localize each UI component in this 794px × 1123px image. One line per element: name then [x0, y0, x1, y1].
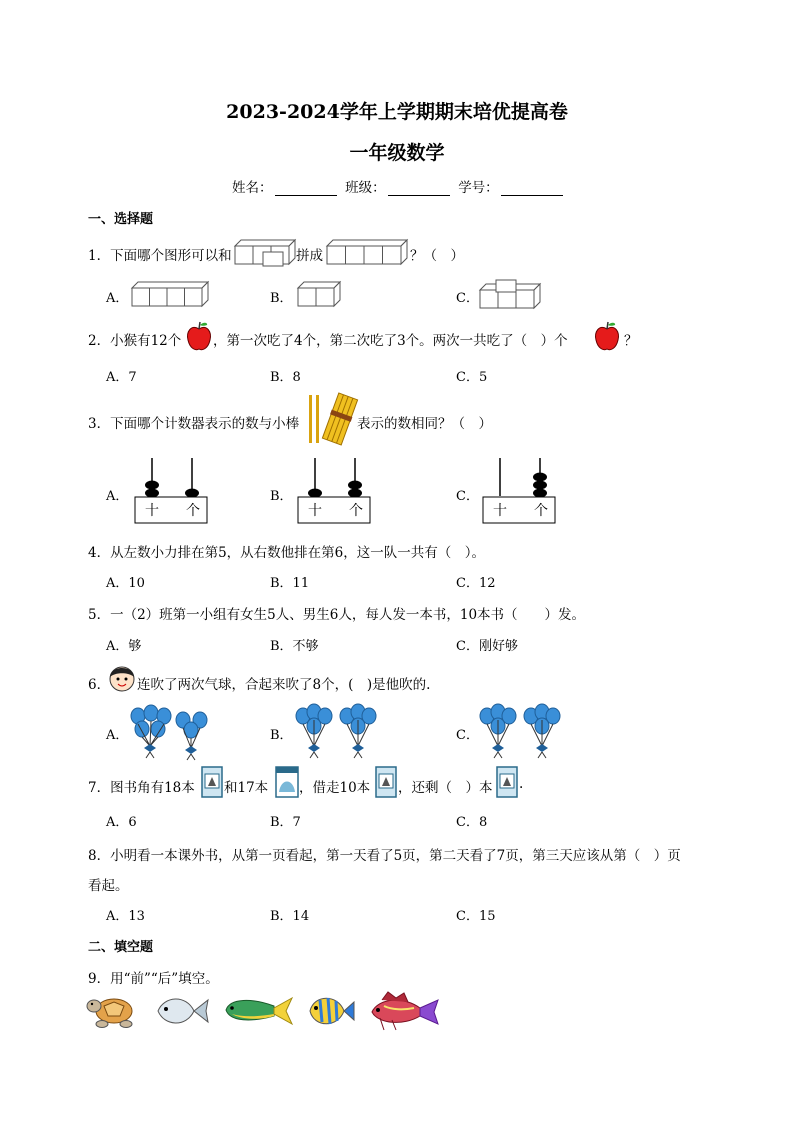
q6-option-a[interactable]: A．: [106, 728, 129, 743]
q3-option-c[interactable]: C．: [456, 489, 479, 504]
q4-option-a[interactable]: A．10: [106, 576, 145, 591]
q1-option-a[interactable]: A．: [106, 291, 129, 306]
page-subtitle: 一年级数学: [349, 142, 445, 164]
red-fish-icon: [368, 990, 440, 1032]
q1-option-b-shape: [296, 280, 342, 308]
storybook-icon: [375, 766, 397, 798]
section-choice-heading: 一、选择题: [88, 212, 154, 227]
q1-shape-cubes-target: [325, 236, 409, 266]
q6-option-b[interactable]: B．: [270, 728, 293, 743]
q6-option-c-balloons-2: [522, 704, 562, 758]
q8-text-line2: 看起。: [88, 878, 129, 894]
q2-option-c[interactable]: C．5: [456, 370, 488, 385]
q6-option-a-balloons-1: [128, 704, 174, 758]
q2-text-c: ？: [624, 333, 638, 349]
q1-option-a-shape: [130, 280, 210, 308]
class-label: 班级：: [345, 180, 386, 196]
q1-option-b[interactable]: B．: [270, 291, 293, 306]
student-info-fields: [232, 176, 563, 196]
q7-text-b: 和17本: [224, 780, 269, 796]
q2-text-a: 2．小猴有12个: [88, 333, 182, 349]
class-blank[interactable]: [388, 181, 450, 196]
q2-option-a[interactable]: A．7: [106, 370, 137, 385]
q1-option-c[interactable]: C．: [456, 291, 479, 306]
silver-fish-icon: [154, 992, 210, 1030]
q7-text-d: ，还剩（ ）本: [398, 780, 493, 796]
q3-counter-a-tens: 十: [145, 503, 159, 519]
q3-text-b: 表示的数相同？（ ）: [357, 416, 492, 432]
q6-option-b-balloons-1: [294, 704, 334, 758]
q5-option-b[interactable]: B．不够: [270, 639, 319, 654]
q3-counter-c-ones: 个: [534, 503, 548, 519]
q7-option-b[interactable]: B．7: [270, 815, 301, 830]
student-id-label: 学号：: [458, 180, 499, 196]
q2-text-b: ，第一次吃了4个，第二次吃了3个。两次一共吃了（ ）个: [213, 333, 568, 349]
q9-text: 9．用“前”“后”填空。: [88, 971, 219, 987]
apple-icon: [593, 320, 621, 352]
q5-option-c[interactable]: C．刚好够: [456, 639, 518, 654]
q7-option-c[interactable]: C．8: [456, 815, 488, 830]
boy-face-icon: [107, 663, 137, 693]
q7-option-a[interactable]: A．6: [106, 815, 137, 830]
q6-option-a-balloons-2: [174, 710, 210, 760]
name-blank[interactable]: [275, 181, 337, 196]
comic-book-icon: [275, 766, 299, 798]
q6-option-c[interactable]: C．: [456, 728, 479, 743]
q6-num: 6．: [88, 677, 111, 693]
q1-text-c: ？（ ）: [410, 248, 464, 264]
q8-text-line1: 8．小明看一本课外书，从第一页看起，第一天看了5页，第二天看了7页，第三天应该从第（ ）页: [88, 848, 681, 864]
q3-counter-b-tens: 十: [308, 503, 322, 519]
sticks-icon: [306, 393, 356, 445]
q8-option-a[interactable]: A．13: [106, 909, 145, 924]
q1-shape-cubes-given: [233, 236, 297, 266]
mahi-fish-icon: [222, 996, 294, 1026]
q4-text: 4．从左数小力排在第5，从右数他排在第6，这一队一共有（ ）。: [88, 545, 486, 561]
q4-option-c[interactable]: C．12: [456, 576, 496, 591]
q6-option-c-balloons-1: [478, 704, 518, 758]
storybook-icon: [201, 766, 223, 798]
apple-icon: [185, 320, 213, 352]
q3-counter-b-ones: 个: [349, 503, 363, 519]
q7-text-a: 7．图书角有18本: [88, 780, 195, 796]
q8-option-b[interactable]: B．14: [270, 909, 310, 924]
q7-text-c: ，借走10本: [299, 780, 371, 796]
storybook-icon: [496, 766, 518, 798]
q3-counter-c-tens: 十: [493, 503, 507, 519]
q2-option-b[interactable]: B．8: [270, 370, 301, 385]
student-id-blank[interactable]: [501, 181, 563, 196]
q6-text: 连吹了两次气球，合起来吹了8个，( )是他吹的.: [137, 677, 431, 693]
tropical-fish-icon: [306, 992, 356, 1030]
section-fill-heading: 二、填空题: [88, 940, 154, 955]
q7-text-e: .: [519, 776, 524, 792]
q8-option-c[interactable]: C．15: [456, 909, 496, 924]
q3-option-a[interactable]: A．: [106, 489, 129, 504]
q4-option-b[interactable]: B．11: [270, 576, 310, 591]
q5-text: 5．一（2）班第一小组有女生5人、男生6人，每人发一本书，10本书（ ）发。: [88, 607, 586, 623]
q1-text-b: 拼成: [296, 248, 323, 264]
q1-option-c-shape: [478, 280, 542, 310]
q3-text-a: 3．下面哪个计数器表示的数与小棒: [88, 416, 300, 432]
q1-text-a: 1．下面哪个图形可以和: [88, 248, 232, 264]
q3-counter-a-ones: 个: [186, 503, 200, 519]
page-title: 2023-2024学年上学期期末培优提高卷: [226, 101, 568, 123]
q5-option-a[interactable]: A．够: [106, 639, 142, 654]
q3-option-b[interactable]: B．: [270, 489, 293, 504]
name-label: 姓名：: [232, 180, 273, 196]
turtle-icon: [86, 994, 142, 1030]
q6-option-b-balloons-2: [338, 704, 378, 758]
